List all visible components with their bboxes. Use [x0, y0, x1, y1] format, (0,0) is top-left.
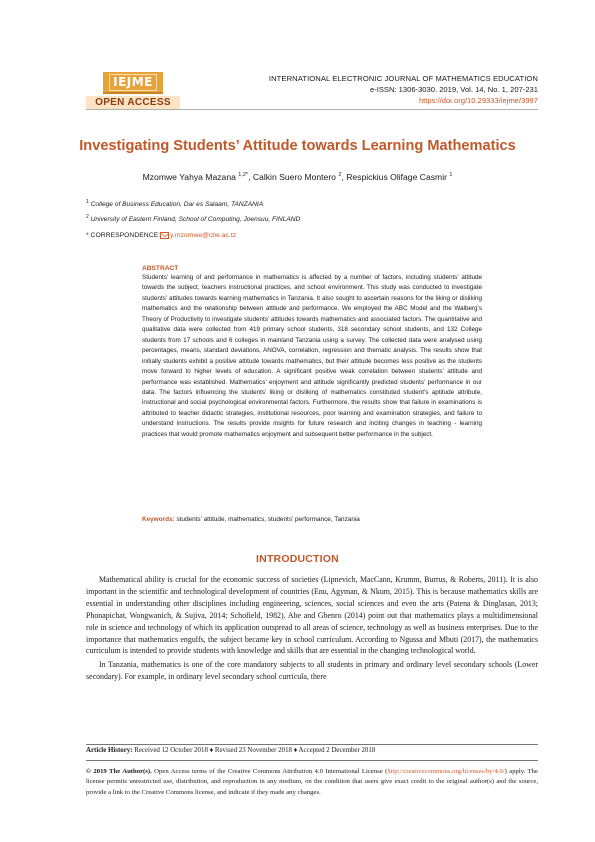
author-name: , Respickius Olifage Casmir: [341, 172, 450, 182]
footer-divider-bottom: [86, 760, 538, 761]
abstract-text: Students’ learning of and performance in mathematics is affected by a number of factors, including students’ attitude towards the subject, teachers instructional practices, and school environment. This study was conducted to investigate students’ attitudes towards learning mathematics in Tanzania. It also sought to ascertain reasons for the liking or disliking mathematics and the relationship between attitude and performance. We employed the ABC Model and the Walberg’s Theory of Productivity to investigate students’ attitudes towards mathematics and associated factors. The quantitative and qualitative data were collected from 419 primary school students, 318 secondary school students, and 132 College students from 17 schools and 6 colleges in mainland Tanzania using a survey. The collected data were analysed using percentages, means, standard deviations, ANOVA, correlation, regression and thematic analysis. The results show that initially students exhibit a positive attitude towards mathematics, but their attitude becomes less positive as the students move forward to higher levels of education. A significant positive weak correlation between students’ attitude and performance was established. Mathematics’ enjoyment and attitude significantly predicted students’ performance in our data. The factors influencing the students’ liking or disliking of mathematics constituted student’s aptitude attribute, instructional and social psychological environmental factors. Furthermore, the results show that failure in examinations is attributed to teacher didactic strategies, institutional resources, poor learning and examination strategies, and failure to understand instructions. The results provide insights for future research and inciting changes in teaching - learning practices that would promote mathematics enjoyment and subsequent better performance in the subject.: [142, 274, 482, 438]
footer-divider-top: [86, 744, 538, 745]
license-text-b: ) apply. The license permits unrestricted use, distribution, and reproduction in any medium, on the condition that users give exact credit to the original author(s) and the source, provide a link to the Creative Commons license, and indicate if they made any changes.: [86, 768, 538, 796]
keywords-text: students’ attitude, mathematics, students’ performance, Tanzania: [174, 516, 360, 523]
license-text-a: Open Access terms of the Creative Commons Attribution 4.0 International License (: [151, 768, 388, 775]
author-name: Mzomwe Yahya Mazana: [142, 172, 239, 182]
journal-logo-text: IEJME: [109, 74, 157, 91]
journal-logo: [103, 72, 163, 94]
journal-logo-block: [86, 72, 180, 109]
introduction-paragraph: In Tanzania, mathematics is one of the core mandatory subjects to all students in primary and ordinary level secondary schools (Lower secondary). For example, in ordinary level secondary school curricula, there: [86, 660, 538, 682]
affiliations: [86, 196, 300, 226]
author-affil-marker: 1: [449, 172, 453, 179]
keywords-label: Keywords:: [142, 516, 175, 523]
paper-title: Investigating Students’ Attitude towards Learning Mathematics: [79, 138, 516, 154]
introduction-paragraph: Mathematical ability is crucial for the economic success of societies (Lipnevich, MacCann, Krumm, Burrus, & Roberts, 2011). It is also important in the scientific and technological development of countries (Enu, Agyman, & Nkum, 2015). This is because mathematics skills are essential in understanding other disciplines including engineering, sciences, social sciences and even the arts (Patena & Dinglasan, 2013; Phonapichat, Wongwanich, & Sujiva, 2014; Schofield, 1982). Abe and Gbenro (2014) point out that mathematics plays a multidimensional role in science and technology of which its application outspread to all areas of science, technology as well as business enterprises. Due to the importance that mathematics engulfs, the subject became key in school curriculum. According to Ngussa and Mbuti (2017), the mathematics curriculum is intended to provide students with knowledge and skills that are essential in the changing technological world.: [86, 575, 538, 656]
article-history-dates: Received 12 October 2018 ♦ Revised 23 November 2018 ♦ Accepted 2 December 2018: [132, 747, 376, 754]
author-name: , Calkin Suero Montero: [248, 172, 339, 182]
journal-meta: [269, 73, 538, 106]
affiliation-item: $^2$ University of Eastern Finland, School of Computing, Joensuu, FINLAND: [86, 214, 301, 224]
correspondence-label: * CORRESPONDENCE:: [86, 232, 161, 239]
author-affil-marker: 1,2*: [238, 172, 249, 179]
mail-icon: [160, 232, 169, 239]
journal-title: INTERNATIONAL ELECTRONIC JOURNAL OF MATHEMATICS EDUCATION: [268, 74, 538, 83]
author-list: [40, 172, 555, 182]
open-access-badge: OPEN ACCESS: [86, 96, 180, 109]
copyright-label: © 2019 The Author(s).: [86, 768, 152, 775]
abstract-section: [142, 265, 482, 440]
license-notice: [86, 767, 538, 798]
header-divider: [86, 109, 538, 110]
license-link[interactable]: http://creativecommons.org/licenses/by/4.0/: [387, 768, 505, 775]
author-affil-marker: 2: [338, 172, 342, 179]
article-history: [86, 747, 375, 754]
introduction-heading: INTRODUCTION: [256, 553, 339, 565]
article-history-label: Article History:: [86, 747, 133, 754]
introduction-body: [86, 574, 538, 685]
correspondence-email-link[interactable]: y.mzomwe@cbe.ac.tz: [170, 232, 237, 239]
affiliation-item: $^1$ College of Business Education, Dar es Salaam, TANZANIA: [86, 199, 264, 209]
abstract-heading: ABSTRACT: [142, 265, 179, 272]
doi-link[interactable]: https://doi.org/10.29333/iejme/3997: [418, 96, 538, 105]
journal-issn: e-ISSN: 1306-3030. 2019, Vol. 14, No. 1, 207-231: [369, 85, 538, 94]
keywords: [142, 516, 482, 523]
correspondence: [86, 232, 236, 239]
